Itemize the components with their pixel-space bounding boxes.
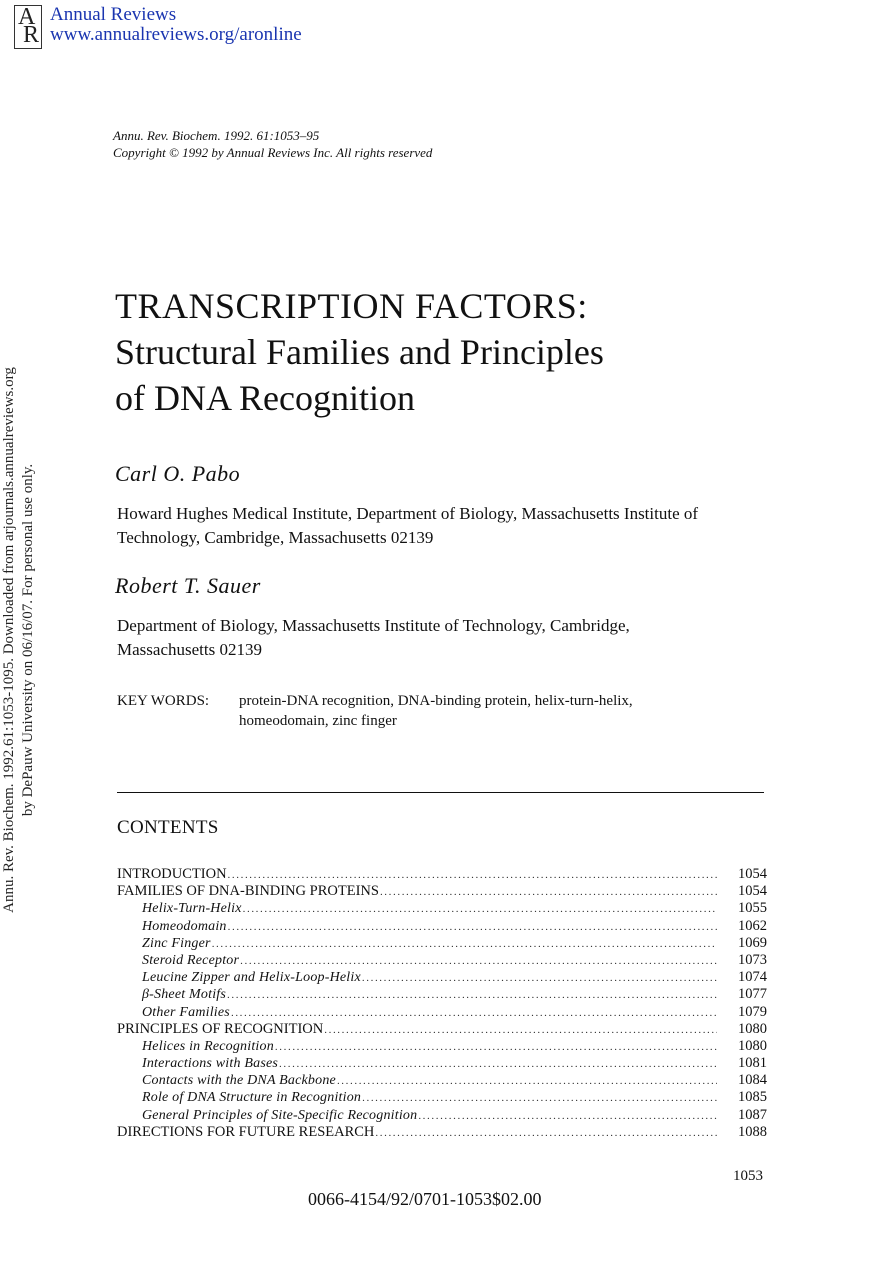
toc-entry-page: 1074	[738, 969, 767, 986]
toc-entry-label: β-Sheet Motifs	[142, 987, 227, 1003]
toc-entry[interactable]	[117, 986, 767, 1003]
toc-entry-page: 1084	[738, 1072, 767, 1089]
toc-leader-dots	[337, 1073, 717, 1090]
toc-leader-dots	[418, 1108, 717, 1125]
toc-entry[interactable]	[117, 952, 767, 969]
affiliation-line2: Massachusetts 02139	[117, 640, 262, 659]
toc-entry[interactable]	[117, 866, 767, 883]
toc-entry-page: 1073	[738, 951, 767, 968]
toc-entry-page: 1087	[738, 1106, 767, 1123]
toc-entry[interactable]	[117, 935, 767, 952]
side-note-line2: by DePauw University on 06/16/07. For personal use only.	[20, 463, 36, 817]
toc-entry-label: Interactions with Bases	[142, 1056, 279, 1072]
toc-leader-dots	[228, 867, 717, 884]
article-title	[115, 283, 604, 421]
title-line1: TRANSCRIPTION FACTORS:	[115, 286, 588, 326]
toc-entry-page: 1054	[738, 866, 767, 882]
toc-entry[interactable]	[117, 969, 767, 986]
title-line3: of DNA Recognition	[115, 378, 415, 418]
title-line2: Structural Families and Principles	[115, 332, 604, 372]
toc-entry-label: PRINCIPLES OF RECOGNITION	[117, 1020, 324, 1037]
annual-reviews-logo	[14, 5, 42, 49]
keywords-line2: homeodomain, zinc finger	[239, 713, 397, 729]
toc-leader-dots	[324, 1022, 717, 1039]
toc-leader-dots	[228, 919, 717, 936]
toc-entry-label: General Principles of Site-Specific Recognition	[142, 1107, 418, 1123]
toc-leader-dots	[231, 1005, 717, 1022]
keywords-label: KEY WORDS:	[117, 693, 210, 709]
citation-line2: Copyright © 1992 by Annual Reviews Inc. All rights reserved	[113, 145, 433, 160]
side-note-line1: Annu. Rev. Biochem. 1992.61:1053-1095. Downloaded from arjournals.annualreviews.org	[1, 367, 17, 913]
toc-entry-page: 1077	[738, 986, 767, 1003]
author-name: Carl O. Pabo	[115, 461, 241, 486]
toc-entry-label: Helix-Turn-Helix	[142, 901, 242, 917]
toc-entry-label: Other Families	[142, 1004, 230, 1020]
toc-entry[interactable]	[117, 1038, 767, 1055]
logo-letter-a: A	[18, 4, 36, 30]
toc-entry-label: Steroid Receptor	[142, 952, 240, 968]
toc-leader-dots	[362, 1090, 717, 1107]
toc-entry-page: 1054	[738, 883, 767, 900]
keywords-text	[239, 691, 633, 731]
toc-leader-dots	[240, 953, 717, 970]
affiliation-line1: Howard Hughes Medical Institute, Department of Biology, Massachusetts Institute of	[117, 504, 699, 523]
logo-letter-r: R	[23, 22, 40, 48]
keywords-line1: protein-DNA recognition, DNA-binding protein, helix-turn-helix,	[239, 693, 633, 709]
toc-entry-page: 1055	[738, 900, 767, 917]
toc-entry-page: 1079	[738, 1003, 767, 1020]
author-affiliation	[117, 614, 630, 662]
toc-entry[interactable]	[117, 918, 767, 935]
toc-entry-label: Helices in Recognition	[142, 1038, 274, 1054]
toc-entry-label: Contacts with the DNA Backbone	[142, 1073, 336, 1089]
toc-entry[interactable]	[117, 1089, 767, 1106]
toc-leader-dots	[212, 936, 717, 953]
toc-entry-label: INTRODUCTION	[117, 866, 227, 882]
toc-entry[interactable]	[117, 883, 767, 900]
toc-entry[interactable]	[117, 1124, 767, 1141]
toc-leader-dots	[227, 987, 717, 1004]
citation	[113, 127, 432, 161]
toc-entry-page: 1088	[738, 1123, 767, 1140]
toc-entry[interactable]	[117, 900, 767, 917]
toc-entry-label: Leucine Zipper and Helix-Loop-Helix	[142, 970, 361, 986]
toc-entry-page: 1080	[738, 1020, 767, 1037]
toc-entry[interactable]	[117, 1107, 767, 1124]
toc-leader-dots	[279, 1056, 717, 1073]
toc-leader-dots	[362, 970, 717, 987]
author-name: Robert T. Sauer	[115, 573, 261, 598]
toc-entry-label: Homeodomain	[142, 918, 227, 934]
toc-entry[interactable]	[117, 1021, 767, 1038]
author-affiliation	[117, 502, 698, 550]
download-side-note	[0, 330, 50, 950]
divider-rule	[117, 792, 764, 793]
toc-entry-label: Role of DNA Structure in Recognition	[142, 1090, 362, 1106]
affiliation-line2: Technology, Cambridge, Massachusetts 02139	[117, 528, 434, 547]
toc-entry-page: 1080	[738, 1037, 767, 1054]
toc-entry-label: Zinc Finger	[142, 935, 211, 951]
toc-entry-label: DIRECTIONS FOR FUTURE RESEARCH	[117, 1123, 375, 1140]
toc-entry-page: 1062	[738, 917, 767, 934]
issn-code: 0066-4154/92/0701-1053$02.00	[308, 1189, 542, 1209]
url-link[interactable]: www.annualreviews.org/aronline	[50, 24, 302, 45]
toc-entry-page: 1069	[738, 934, 767, 951]
toc-leader-dots	[380, 884, 717, 901]
toc-leader-dots	[275, 1039, 717, 1056]
affiliation-line1: Department of Biology, Massachusetts Institute of Technology, Cambridge,	[117, 616, 630, 635]
contents-heading: CONTENTS	[117, 817, 219, 838]
header-links	[50, 5, 302, 45]
publisher-link[interactable]: Annual Reviews	[50, 4, 177, 25]
citation-line1: Annu. Rev. Biochem. 1992. 61:1053–95	[113, 128, 320, 143]
toc-leader-dots	[375, 1125, 717, 1142]
toc-entry[interactable]	[117, 1004, 767, 1021]
toc-entry[interactable]	[117, 1072, 767, 1089]
page-number: 1053	[733, 1168, 763, 1184]
toc-entry-page: 1081	[738, 1055, 767, 1072]
toc-entry-page: 1085	[738, 1089, 767, 1106]
toc-entry-label: FAMILIES OF DNA-BINDING PROTEINS	[117, 883, 379, 900]
table-of-contents	[117, 866, 767, 1141]
toc-entry[interactable]	[117, 1055, 767, 1072]
toc-leader-dots	[243, 901, 717, 918]
